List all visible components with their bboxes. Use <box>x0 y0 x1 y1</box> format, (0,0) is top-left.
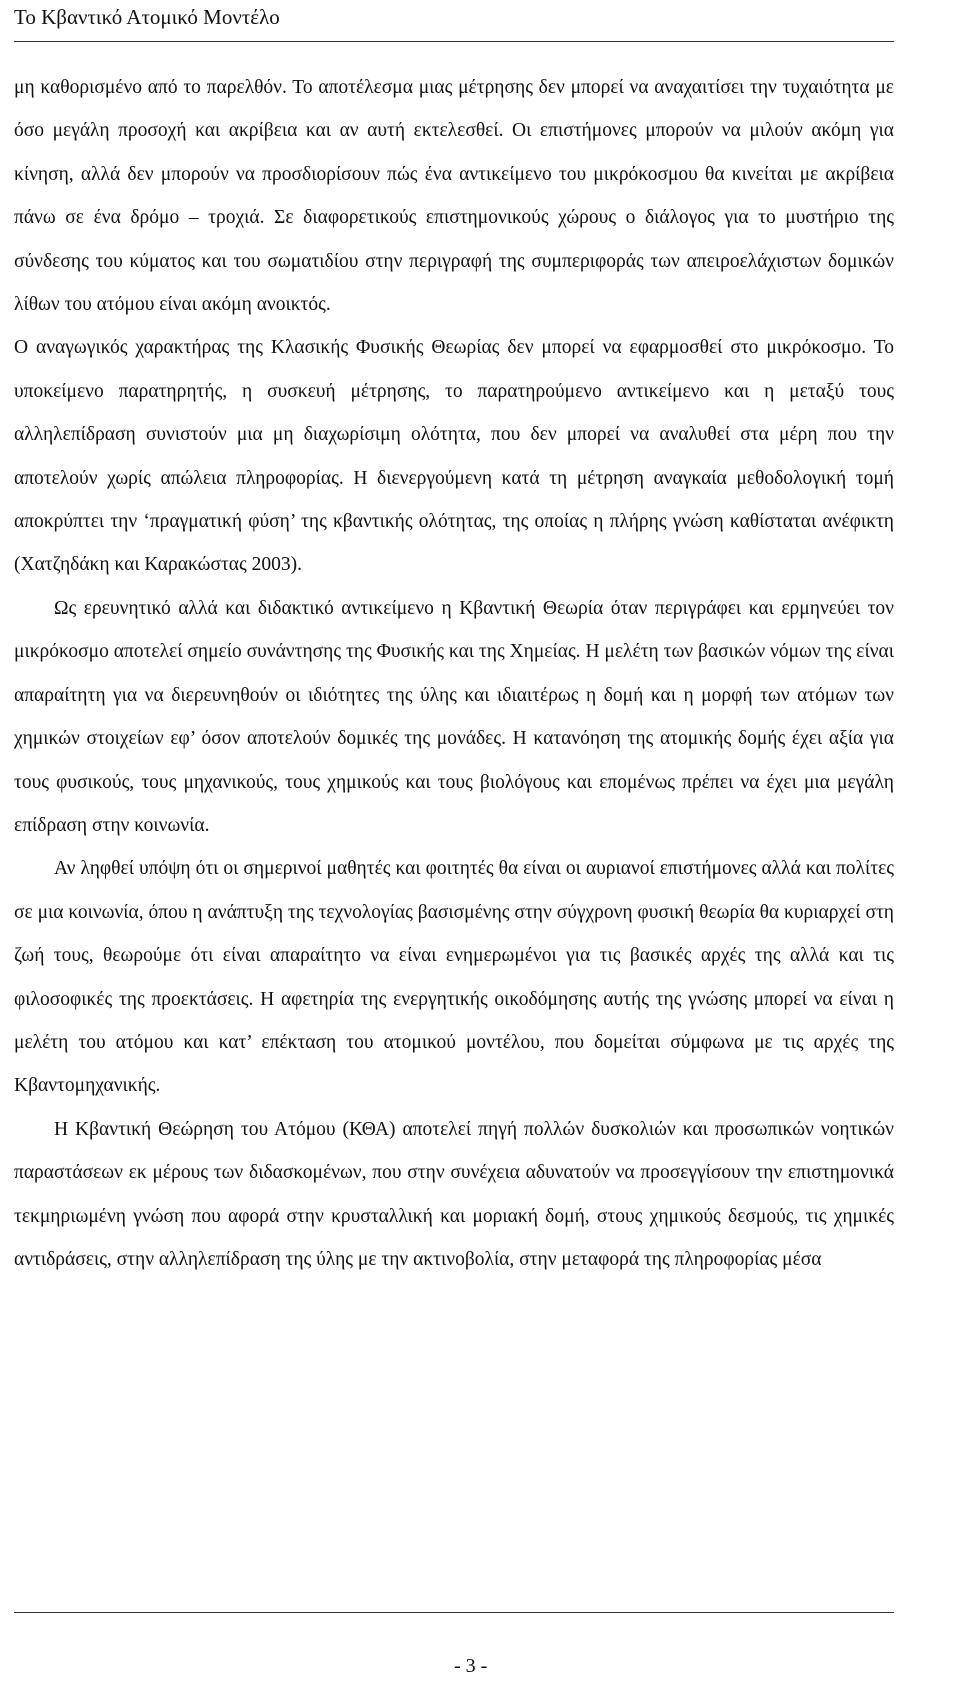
paragraph-1 <box>14 66 894 326</box>
sentence: Η κατανόηση της ατομικής δομής έχει αξία για τους φυσικούς, τους μηχανικούς, τους χημικούς και τους βιολόγους και επομένως πρέπει να έχει μια μεγάλη επίδραση στην κοινωνία. <box>14 728 895 836</box>
page-number: - 3 - <box>454 1655 488 1677</box>
sentence: Οι επιστήμονες μπορούν να μιλούν ακόμη για κίνηση, αλλά δεν μπορούν να προσδιορίσουν πώς ένα αντικείμενο του μικρόκοσμου θα κινείται με ακρίβεια πάνω σε ένα δρόμο – τροχιά. <box>14 120 894 229</box>
paragraph-4 <box>14 847 894 1107</box>
paragraph-2 <box>14 326 894 586</box>
paragraph-5 <box>14 1108 894 1282</box>
paragraph-3 <box>14 587 894 847</box>
sentence: Η μελέτη των βασικών νόμων της είναι απαραίτητη για να διερευνηθούν οι ιδιότητες της ύλης και ιδιαιτέρως η δομή και η μορφή των ατόμων των χημικών στοιχείων εφ’ όσον αποτελούν δομικές της μονάδες. <box>14 641 894 750</box>
page-header <box>14 2 894 42</box>
sentence: Η Κβαντική Θεώρηση του Ατόμου (ΚΘΑ) αποτελεί πηγή πολλών δυσκολιών και προσωπικών νοητικών παραστάσεων εκ μέρους των διδασκομένων, που στην συνέχεια αδυνατούν να προσεγγίσουν την επιστημονικά τεκμηριωμένη γνώση που αφορά στην κρυσταλλική και μοριακή δομή, στους χημικούς δεσμούς, τις χημικές αντιδράσεις, στην αλληλεπίδραση της ύλης με την ακτινοβολία, στην μεταφορά της πληροφορίας μέσα <box>14 1118 894 1270</box>
sentence: Το υποκείμενο παρατηρητής, η συσκευή μέτρησης, το παρατηρούμενο αντικείμενο και η μεταξύ τους αλληλεπίδραση συνιστούν μια μη διαχωρίσιμη ολότητα, που δεν μπορεί να αναλυθεί στα μέρη που την αποτελούν χωρίς απώλεια πληροφορίας. <box>14 337 894 489</box>
sentence: Η αφετηρία της ενεργητικής οικοδόμησης αυτής της γνώσης μπορεί να είναι η μελέτη του ατόμου και κατ’ επέκταση του ατομικού μοντέλου, που δομείται σύμφωνα με τις αρχές της Κβαντομηχανικής. <box>14 988 895 1097</box>
sentence: Η διενεργούμενη κατά τη μέτρηση αναγκαία μεθοδολογική τομή αποκρύπτει την ‘πραγματική φύση’ της κβαντικής ολότητας, της οποίας η πλήρης γνώση καθίσταται ανέφικτη (Χατζηδάκη και Καρακώστας 2003). <box>14 467 894 576</box>
document-body <box>14 66 894 1281</box>
sentence: μη καθορισμένο από το παρελθόν. <box>14 77 287 98</box>
sentence: Το αποτέλεσμα μιας μέτρησης δεν μπορεί να αναχαιτίσει την τυχαιότητα με όσο μεγάλη προσοχή και ακρίβεια και αν αυτή εκτελεσθεί. <box>14 77 894 142</box>
page-footer <box>14 1612 894 1682</box>
running-title: Το Κβαντικό Ατομικό Μοντέλο <box>14 5 280 29</box>
sentence: Ο αναγωγικός χαρακτήρας της Κλασικής Φυσικής Θεωρίας δεν μπορεί να εφαρμοσθεί στο μικρόκοσμο. <box>14 337 867 359</box>
sentence: Σε διαφορετικούς επιστημονικούς χώρους ο διάλογος για το μυστήριο της σύνδεσης του κύματος και του σωματιδίου στην περιγραφή της συμπεριφοράς των απειροελάχιστων δομικών λίθων του ατόμου είναι ακόμη ανοικτός. <box>14 207 894 316</box>
sentence: Αν ληφθεί υπόψη ότι οι σημερινοί μαθητές και φοιτητές θα είναι οι αυριανοί επιστήμονες αλλά και πολίτες σε μια κοινωνία, όπου η ανάπτυξη της τεχνολογίας βασισμένης στην σύγχρονη φυσική θεωρία θα κυριαρχεί στη ζωή τους, θεωρούμε ότι είναι απαραίτητο να είναι ενημερωμένοι για τις βασικές αρχές της αλλά και τις φιλοσοφικές της προεκτάσεις. <box>14 858 894 1010</box>
sentence: Ως ερευνητικό αλλά και διδακτικό αντικείμενο η Κβαντική Θεωρία όταν περιγράφει και ερμηνεύει τον μικρόκοσμο αποτελεί σημείο συνάντησης της Φυσικής και της Χημείας. <box>14 597 894 663</box>
